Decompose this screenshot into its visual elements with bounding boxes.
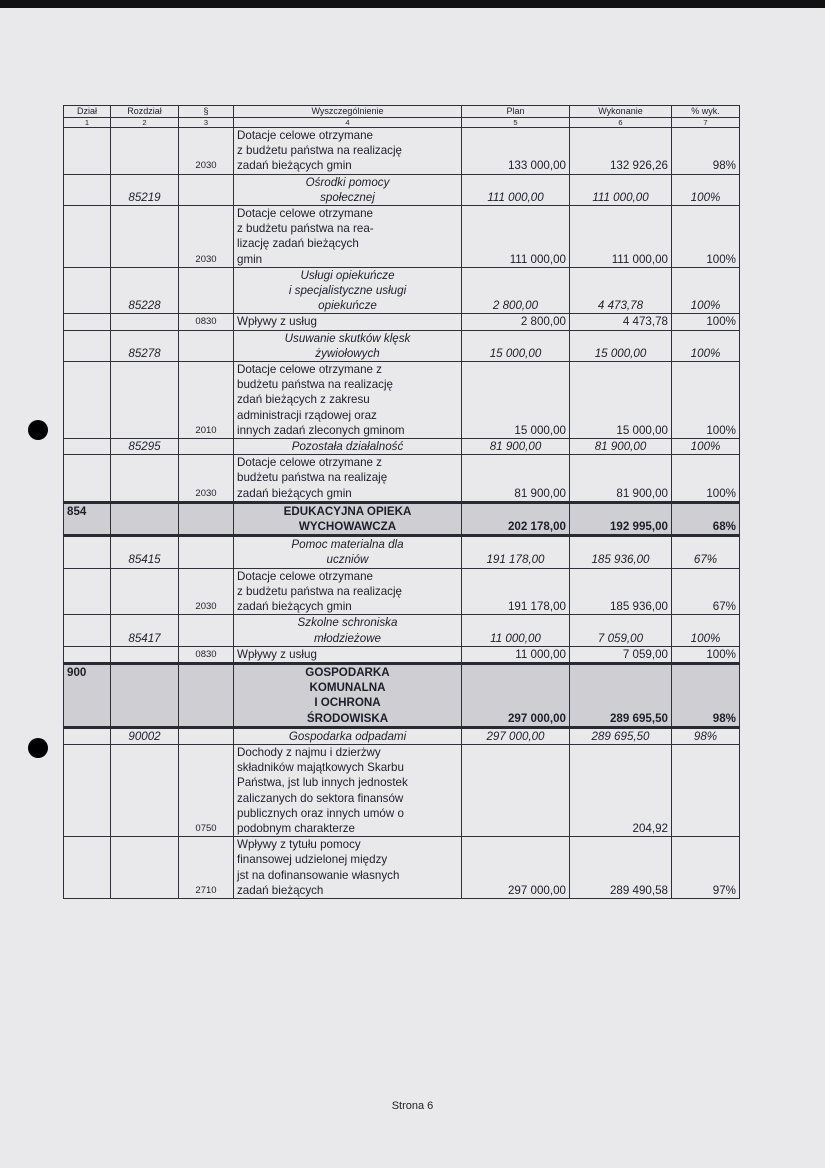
plan-cell: 111 000,00	[462, 206, 570, 268]
rozdzial-cell: 85278	[111, 330, 179, 361]
dzial-cell	[64, 267, 111, 314]
description-line: żywiołowych	[315, 346, 380, 360]
description-cell	[234, 536, 462, 568]
punch-hole	[28, 738, 48, 758]
paragraf-cell	[179, 502, 234, 535]
paragraph-row	[64, 362, 740, 439]
description-cell	[234, 455, 462, 503]
column-number: 7	[672, 118, 740, 128]
rozdzial-cell	[111, 314, 179, 330]
plan-cell: 81 900,00	[462, 455, 570, 503]
dzial-cell	[64, 455, 111, 503]
plan-cell: 202 178,00	[462, 502, 570, 535]
description-cell	[234, 439, 462, 455]
chapter-row	[64, 727, 740, 744]
rozdzial-cell: 85417	[111, 615, 179, 646]
wykonanie-cell: 204,92	[570, 744, 672, 836]
paragraph-row	[64, 744, 740, 836]
scan-top-edge	[0, 0, 825, 8]
description-line: gmin	[237, 252, 263, 266]
description-cell	[234, 615, 462, 646]
description-cell	[234, 174, 462, 205]
percent-cell: 97%	[672, 837, 740, 899]
description-line: Usługi opiekuńcze	[300, 268, 395, 282]
plan-cell: 111 000,00	[462, 174, 570, 205]
paragraf-cell: 0830	[179, 646, 234, 663]
paragraf-cell	[179, 663, 234, 727]
plan-cell: 297 000,00	[462, 837, 570, 899]
wykonanie-cell: 132 926,26	[570, 128, 672, 175]
description-line: publicznych oraz innych umów o	[237, 806, 404, 820]
description-line: Wpływy z tytułu pomocy	[237, 838, 361, 852]
description-cell	[234, 206, 462, 268]
wykonanie-cell: 15 000,00	[570, 330, 672, 361]
paragraph-row	[64, 314, 740, 330]
percent-cell: 100%	[672, 615, 740, 646]
header-cell: Wyszczególnienie	[234, 106, 462, 118]
description-line: Dotacje celowe otrzymane	[237, 129, 373, 142]
header-row	[64, 106, 740, 118]
dzial-cell	[64, 646, 111, 663]
paragraf-cell: 0750	[179, 744, 234, 836]
rozdzial-cell: 85295	[111, 439, 179, 455]
chapter-row	[64, 615, 740, 646]
plan-cell: 297 000,00	[462, 727, 570, 744]
plan-cell: 11 000,00	[462, 646, 570, 663]
wykonanie-cell: 81 900,00	[570, 455, 672, 503]
description-line: Wpływy z usług	[237, 647, 317, 661]
paragraph-row	[64, 837, 740, 899]
description-line: Gospodarka odpadami	[288, 729, 407, 743]
percent-cell: 98%	[672, 663, 740, 727]
paragraf-cell	[179, 615, 234, 646]
percent-cell	[672, 744, 740, 836]
percent-cell: 100%	[672, 267, 740, 314]
wykonanie-cell: 81 900,00	[570, 439, 672, 455]
description-line: Dotacje celowe otrzymane z	[237, 456, 382, 470]
chapter-row	[64, 536, 740, 568]
paragraf-cell	[179, 267, 234, 314]
rozdzial-cell: 90002	[111, 727, 179, 744]
dzial-cell	[64, 206, 111, 268]
percent-cell: 100%	[672, 330, 740, 361]
header-cell: Wykonanie	[570, 106, 672, 118]
dzial-cell: 854	[64, 502, 111, 535]
description-line: zadań bieżących	[237, 883, 324, 897]
description-line: administracji rządowej oraz	[237, 408, 377, 422]
wykonanie-cell: 185 936,00	[570, 536, 672, 568]
description-line: i specjalistyczne usługi	[288, 284, 407, 298]
header-cell: §	[179, 106, 234, 118]
description-line: Dotacje celowe otrzymane	[237, 207, 373, 221]
budget-table	[63, 105, 740, 899]
page-number: Strona 6	[391, 1100, 434, 1112]
paragraf-cell	[179, 174, 234, 205]
description-line: z budżetu państwa na rea-	[237, 222, 374, 236]
dzial-cell	[64, 174, 111, 205]
description-line: Dochody z najmu i dzierżwy	[237, 745, 381, 759]
chapter-row	[64, 330, 740, 361]
description-line: WYCHOWAWCZA	[298, 520, 397, 534]
percent-cell: 100%	[672, 455, 740, 503]
description-cell	[234, 362, 462, 439]
description-line: GOSPODARKA	[305, 665, 390, 679]
paragraph-row	[64, 455, 740, 503]
description-line: Dotacje celowe otrzymane z	[237, 363, 382, 377]
paragraf-cell: 2710	[179, 837, 234, 899]
plan-cell: 15 000,00	[462, 362, 570, 439]
percent-cell: 100%	[672, 362, 740, 439]
description-line: zadań bieżących gmin	[237, 159, 352, 173]
plan-cell: 11 000,00	[462, 615, 570, 646]
rozdzial-cell	[111, 206, 179, 268]
dzial-cell	[64, 727, 111, 744]
section-row	[64, 663, 740, 727]
header-cell: % wyk.	[672, 106, 740, 118]
rozdzial-cell	[111, 663, 179, 727]
wykonanie-cell: 289 490,58	[570, 837, 672, 899]
wykonanie-cell: 4 473,78	[570, 314, 672, 330]
dzial-cell	[64, 362, 111, 439]
description-line: zadań bieżących gmin	[237, 486, 352, 500]
wykonanie-cell: 185 936,00	[570, 568, 672, 615]
rozdzial-cell	[111, 646, 179, 663]
dzial-cell	[64, 330, 111, 361]
paragraf-cell	[179, 330, 234, 361]
description-line: budżetu państwa na realizaję	[237, 471, 388, 485]
plan-cell: 191 178,00	[462, 568, 570, 615]
rozdzial-cell	[111, 128, 179, 175]
description-cell	[234, 646, 462, 663]
description-line: z budżetu państwa na realizację	[237, 144, 402, 158]
punch-hole	[28, 420, 48, 440]
rozdzial-cell	[111, 362, 179, 439]
description-line: budżetu państwa na realizację	[237, 378, 393, 392]
column-number: 5	[462, 118, 570, 128]
paragraf-cell: 2030	[179, 206, 234, 268]
description-line: Państwa, jst lub innych jednostek	[237, 776, 408, 790]
header-cell: Rozdział	[111, 106, 179, 118]
description-line: uczniów	[326, 553, 369, 567]
column-number: 1	[64, 118, 111, 128]
percent-cell: 67%	[672, 536, 740, 568]
dzial-cell	[64, 568, 111, 615]
description-line: Wpływy z usług	[237, 315, 317, 329]
paragraph-row	[64, 568, 740, 615]
rozdzial-cell: 85415	[111, 536, 179, 568]
description-cell	[234, 128, 462, 175]
wykonanie-cell: 4 473,78	[570, 267, 672, 314]
paragraph-row	[64, 646, 740, 663]
column-number: 4	[234, 118, 462, 128]
dzial-cell	[64, 837, 111, 899]
percent-cell: 98%	[672, 727, 740, 744]
description-line: Ośrodki pomocy	[305, 175, 390, 189]
dzial-cell	[64, 128, 111, 175]
paragraph-row	[64, 128, 740, 175]
dzial-cell	[64, 615, 111, 646]
rozdzial-cell: 85219	[111, 174, 179, 205]
description-line: Pomoc materialna dla	[291, 538, 404, 552]
description-cell	[234, 502, 462, 535]
description-line: Szkolne schroniska	[297, 616, 398, 630]
description-line: ŚRODOWISKA	[306, 711, 389, 725]
wykonanie-cell: 15 000,00	[570, 362, 672, 439]
description-cell	[234, 330, 462, 361]
rozdzial-cell	[111, 744, 179, 836]
column-number: 2	[111, 118, 179, 128]
percent-cell: 100%	[672, 439, 740, 455]
dzial-cell	[64, 314, 111, 330]
rozdzial-cell	[111, 837, 179, 899]
rozdzial-cell: 85228	[111, 267, 179, 314]
plan-cell: 133 000,00	[462, 128, 570, 175]
header-cell: Plan	[462, 106, 570, 118]
wykonanie-cell: 192 995,00	[570, 502, 672, 535]
description-line: finansowej udzielonej między	[237, 853, 388, 867]
plan-cell: 15 000,00	[462, 330, 570, 361]
wykonanie-cell: 7 059,00	[570, 615, 672, 646]
column-number: 6	[570, 118, 672, 128]
description-cell	[234, 267, 462, 314]
description-line: społecznej	[320, 190, 375, 204]
description-line: innych zadań zleconych gminom	[237, 423, 405, 437]
percent-cell: 68%	[672, 502, 740, 535]
description-line: KOMUNALNA	[309, 681, 386, 695]
paragraf-cell: 2010	[179, 362, 234, 439]
dzial-cell	[64, 536, 111, 568]
description-cell	[234, 744, 462, 836]
chapter-row	[64, 267, 740, 314]
description-line: zdań bieżących z zakresu	[237, 393, 370, 407]
wykonanie-cell: 111 000,00	[570, 206, 672, 268]
paragraf-cell: 2030	[179, 568, 234, 615]
description-cell	[234, 837, 462, 899]
rozdzial-cell	[111, 568, 179, 615]
plan-cell: 191 178,00	[462, 536, 570, 568]
plan-cell: 2 800,00	[462, 314, 570, 330]
paragraf-cell	[179, 536, 234, 568]
description-line: zaliczanych do sektora finansów	[237, 791, 404, 805]
column-number-row	[64, 118, 740, 128]
description-cell	[234, 663, 462, 727]
wykonanie-cell: 289 695,50	[570, 727, 672, 744]
chapter-row	[64, 174, 740, 205]
plan-cell: 297 000,00	[462, 663, 570, 727]
wykonanie-cell: 111 000,00	[570, 174, 672, 205]
description-line: lizację zadań bieżących	[237, 237, 359, 251]
description-line: zadań bieżących gmin	[237, 600, 352, 614]
dzial-cell	[64, 744, 111, 836]
description-line: jst na dofinansowanie własnych	[237, 868, 400, 882]
paragraf-cell	[179, 727, 234, 744]
description-line: I OCHRONA	[314, 696, 381, 710]
paragraf-cell: 2030	[179, 455, 234, 503]
description-cell	[234, 314, 462, 330]
section-row	[64, 502, 740, 535]
paragraf-cell: 0830	[179, 314, 234, 330]
percent-cell: 100%	[672, 206, 740, 268]
paragraf-cell: 2030	[179, 128, 234, 175]
description-line: Pozostała działalność	[291, 440, 404, 454]
description-line: młodzieżowe	[313, 631, 381, 645]
percent-cell: 100%	[672, 174, 740, 205]
description-line: z budżetu państwa na realizację	[237, 584, 402, 598]
description-line: EDUKACYJNA OPIEKA	[283, 504, 412, 518]
wykonanie-cell: 289 695,50	[570, 663, 672, 727]
header-cell: Dział	[64, 106, 111, 118]
rozdzial-cell	[111, 455, 179, 503]
wykonanie-cell: 7 059,00	[570, 646, 672, 663]
percent-cell: 100%	[672, 646, 740, 663]
chapter-row	[64, 439, 740, 455]
description-line: podobnym charakterze	[237, 821, 355, 835]
paragraph-row	[64, 206, 740, 268]
plan-cell: 2 800,00	[462, 267, 570, 314]
description-line: opiekuńcze	[318, 299, 377, 313]
description-cell	[234, 568, 462, 615]
column-number: 3	[179, 118, 234, 128]
description-line: składników majątkowych Skarbu	[237, 761, 404, 775]
plan-cell: 81 900,00	[462, 439, 570, 455]
description-line: Usuwanie skutków klęsk	[284, 331, 411, 345]
percent-cell: 67%	[672, 568, 740, 615]
rozdzial-cell	[111, 502, 179, 535]
percent-cell: 100%	[672, 314, 740, 330]
paragraf-cell	[179, 439, 234, 455]
percent-cell: 98%	[672, 128, 740, 175]
description-line: Dotacje celowe otrzymane	[237, 569, 373, 583]
dzial-cell	[64, 439, 111, 455]
description-cell	[234, 727, 462, 744]
dzial-cell: 900	[64, 663, 111, 727]
plan-cell	[462, 744, 570, 836]
